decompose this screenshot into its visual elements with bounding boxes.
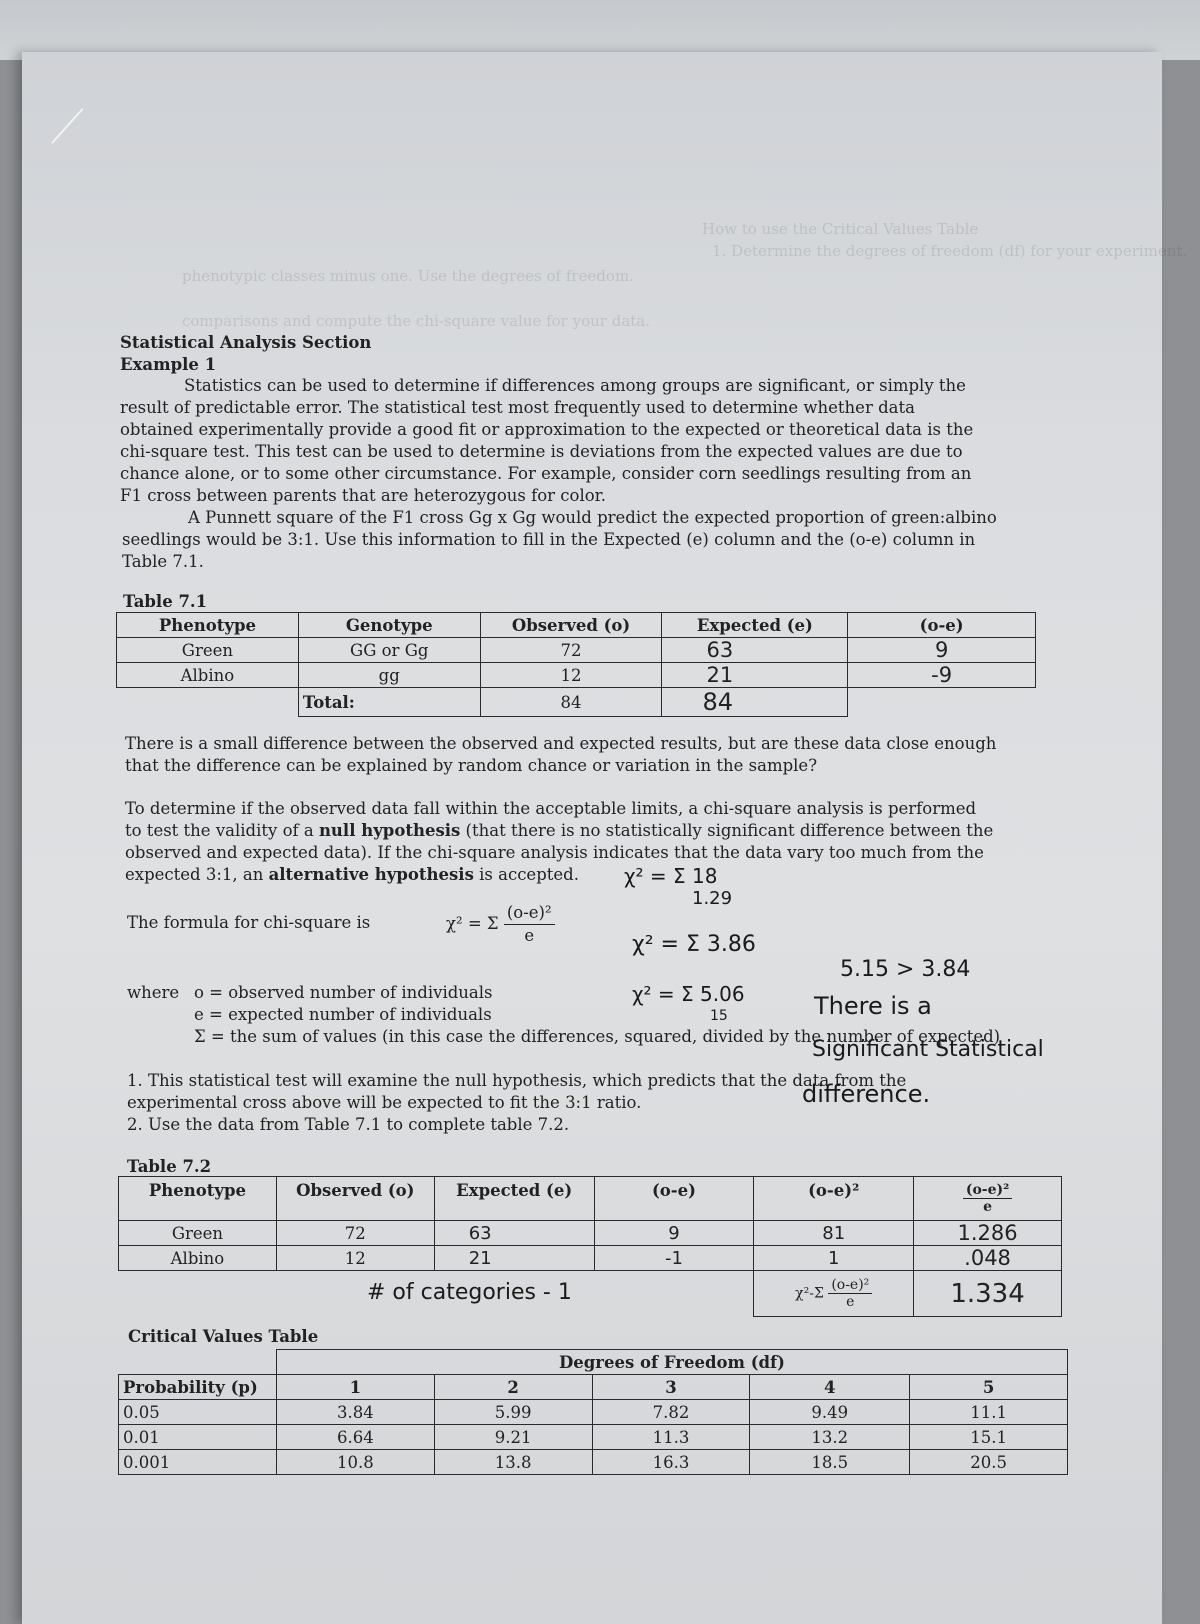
handwritten-chi-2: χ² = Σ 3.86: [632, 932, 756, 957]
df-4: 4: [750, 1375, 910, 1400]
table-row: 0.01 6.64 9.21 11.3 13.2 15.1: [119, 1425, 1068, 1450]
chi-square-formula: χ² = Σ $\frac{\text{(o-e)²}}{e}$: [446, 902, 555, 947]
cell-genotype: gg: [298, 663, 480, 688]
table-row: 0.001 10.8 13.8 16.3 18.5 20.5: [119, 1450, 1068, 1475]
instruction-line: 2. Use the data from Table 7.1 to complete table 7.2.: [127, 1115, 570, 1134]
instruction-line: 1. This statistical test will examine the null hypothesis, which predicts that the data from the: [127, 1071, 907, 1090]
where-label: where: [127, 983, 180, 1002]
header-chi-term: $\frac{\text{(o-e)²}}{e}$: [914, 1177, 1062, 1221]
total-expected-handwritten[interactable]: 84: [662, 688, 848, 717]
table-row: [117, 638, 1036, 663]
def-o: o = observed number of individuals: [194, 983, 493, 1002]
para1-line: chance alone, or to some other circumstance. For example, consider corn seedlings resulting from an: [120, 464, 972, 483]
header-observed: Observed (o): [276, 1177, 434, 1221]
handwritten-categories: # of categories - 1: [367, 1280, 572, 1305]
para3-line: There is a small difference between the observed and expected results, but are these data close enough: [125, 734, 997, 753]
header-expected: Expected (e): [662, 613, 848, 638]
header-expected: Expected (e): [434, 1177, 594, 1221]
header-o-minus-e: (o-e): [848, 613, 1036, 638]
total-observed: 84: [480, 688, 662, 717]
para1-line: Statistics can be used to determine if differences among groups are significant, or simply the: [184, 376, 966, 395]
paper-sheet: How to use the Critical Values Table 1. Determine the degrees of freedom (df) for your experiment. phenotypic classes minus one. Use the degrees of freedom. comparisons and compute the chi-square value for your data. Statistical Analysis Section Example 1 Statistics can be used to determine if differences among groups are significant, or simply the result of predictable error. The statistical test most frequently used to determine whether data obtained experimentally provide a good fit or approximation to the expected or theoretical data is the chi-square test. This test can be used to determine is deviations from the expected values are due to chance alone, or to some other circumstance. For example, consider corn seedlings resulting from an F1 cross between parents that are heterozygous for color. A Punnett square of the F1 cross Gg x Gg would predict the expected proportion of green:albino seedlings would be 3:1. Use this information to fill in the Expected (e) column and the (o-e) column in Table 7.1. Table 7.1 Phenotype Genotype Observed (o) Expected (e) (o-e) Green GG or Gg 72 63 9 Albino gg 12 21 -9 Total: 84 84 There is a small difference between the observed and expected results, but are these data close enough that the difference can be explained by random chance or variation in the sample? To determine if the observed data fall within the acceptable limits, a chi-square analysis is performed to test the validity of a null hypothesis (that there is no statistically significant difference between the observed and expected data). If the chi-square analysis indicates that the data vary too much from the expected 3:1, an alternative hypothesis is accepted. The formula for chi-square is χ² = Σ $\frac{\text{(o-e)²}}{e}$ where o = observed number of individuals e = expected number of individuals Σ = the sum of values (in this case the differences, squared, divided by the number of expected) 1. This statistical test will examine the null hypothesis, which predicts that the data from the experimental cross above will be expected to fit the 3:1 ratio. 2. Use the data from Table 7.1 to complete table 7.2. Table 7.2 Phenotype Observed (o) Expected (e) (o-e) (o-e)² $\frac{\text{(o-e)²}}{e}$ Green 72 63 9 81 1.286 Albino 12 21 -1 1 .048 χ²-Σ $\frac{\text{(o-e)²}}{e}$ 1.334 Critical Values Table Degrees of Freedom (df) Probability (p) 1 2 3 4 5 0.05 3.84 5.99 7.82 9.49 11.1 0.01 6.64 9.21 11.3 13.2 15.1 0.001 10.8 13.8 16.3 18.5 20.5 χ² = Σ 18 1.29 χ² = Σ 3.86 χ² = Σ 5.06 15 5.15 > 3.84 There is a Significant Statistical difference. # of categories - 1: [22, 52, 1162, 1624]
df-1: 1: [276, 1375, 434, 1400]
cell-phenotype: Albino: [119, 1246, 277, 1271]
para4-line: observed and expected data). If the chi-square analysis indicates that the data vary too much from the: [125, 843, 984, 862]
para2-line: Table 7.1.: [122, 552, 204, 571]
cell-phenotype: Green: [117, 638, 299, 663]
chi-square-sum-label: χ²-Σ $\frac{\text{(o-e)²}}{e}$: [754, 1271, 914, 1317]
critical-caption: Critical Values Table: [128, 1327, 319, 1346]
cell-o-minus-e-handwritten[interactable]: -1: [594, 1246, 754, 1271]
table72-caption: Table 7.2: [127, 1157, 212, 1176]
table-7-2: [118, 1176, 1062, 1317]
cell-observed: 72: [276, 1221, 434, 1246]
cell-chi-term-handwritten[interactable]: .048: [914, 1246, 1062, 1271]
table-row: [117, 663, 1036, 688]
cell-squared-handwritten[interactable]: 1: [754, 1246, 914, 1271]
para1-line: obtained experimentally provide a good fit or approximation to the expected or theoretical data is the: [120, 420, 974, 439]
para2-line: seedlings would be 3:1. Use this information to fill in the Expected (e) column and the (o-e) column in: [122, 530, 976, 549]
cell-o-minus-e-handwritten[interactable]: 9: [594, 1221, 754, 1246]
cell-squared-handwritten[interactable]: 81: [754, 1221, 914, 1246]
handwritten-15: 15: [710, 1008, 728, 1024]
cell-observed: 72: [480, 638, 662, 663]
cell-o-minus-e-handwritten[interactable]: -9: [848, 663, 1036, 688]
df-5: 5: [910, 1375, 1068, 1400]
header-phenotype: Phenotype: [117, 613, 299, 638]
handwritten-comparison: 5.15 > 3.84: [840, 957, 971, 982]
df-2: 2: [434, 1375, 592, 1400]
null-hypothesis-term: null hypothesis: [318, 821, 461, 840]
header-genotype: Genotype: [298, 613, 480, 638]
handwritten-chi-3: χ² = Σ 5.06: [632, 982, 745, 1006]
handwritten-conclusion-2: Significant Statistical: [812, 1037, 1044, 1062]
para4-line: expected 3:1, an alternative hypothesis is accepted.: [125, 865, 579, 884]
critical-values-table: [118, 1349, 1068, 1475]
handwritten-1-29: 1.29: [692, 888, 733, 909]
total-label: Total:: [298, 688, 480, 717]
df-3: 3: [592, 1375, 750, 1400]
header-o-minus-e: (o-e): [594, 1177, 754, 1221]
def-e: e = expected number of individuals: [194, 1005, 492, 1024]
example-title: Example 1: [120, 355, 217, 374]
header-phenotype: Phenotype: [119, 1177, 277, 1221]
para4-line: to test the validity of a null hypothesis (that there is no statistically significant difference between the: [125, 821, 994, 840]
table-row: [119, 1221, 1062, 1246]
cell-genotype: GG or Gg: [298, 638, 480, 663]
handwritten-conclusion-1: There is a: [814, 992, 932, 1020]
section-title: Statistical Analysis Section: [120, 333, 372, 352]
def-sigma: Σ = the sum of values (in this case the differences, squared, divided by the number of expected): [194, 1027, 1001, 1046]
para2-line: A Punnett square of the F1 cross Gg x Gg would predict the expected proportion of green:albino: [188, 508, 997, 527]
table71-caption: Table 7.1: [123, 592, 208, 611]
handwritten-chi-1: χ² = Σ 18: [624, 864, 718, 888]
pencil-mark: [51, 108, 83, 144]
table-row: 0.05 3.84 5.99 7.82 9.49 11.1: [119, 1400, 1068, 1425]
cell-chi-term-handwritten[interactable]: 1.286: [914, 1221, 1062, 1246]
alternative-hypothesis-term: alternative hypothesis: [268, 865, 474, 884]
cell-observed: 12: [480, 663, 662, 688]
cell-expected-handwritten[interactable]: 63: [662, 638, 848, 663]
cell-phenotype: Green: [119, 1221, 277, 1246]
para1-line: chi-square test. This test can be used to determine is deviations from the expected values are due to: [120, 442, 963, 461]
header-o-minus-e-squared: (o-e)²: [754, 1177, 914, 1221]
back-sheet: [0, 0, 1200, 60]
para1-line: F1 cross between parents that are heterozygous for color.: [120, 486, 606, 505]
header-observed: Observed (o): [480, 613, 662, 638]
para1-line: result of predictable error. The statistical test most frequently used to determine whether data: [120, 398, 915, 417]
empty-cell: [117, 688, 299, 717]
formula-numerator: (o-e)²: [504, 902, 555, 925]
para4-line: To determine if the observed data fall within the acceptable limits, a chi-square analysis is performed: [125, 799, 977, 818]
cell-phenotype: Albino: [117, 663, 299, 688]
cell-expected-handwritten[interactable]: 63: [434, 1221, 594, 1246]
formula-denominator: e: [524, 926, 535, 945]
cell-expected-handwritten[interactable]: 21: [434, 1246, 594, 1271]
cell-observed: 12: [276, 1246, 434, 1271]
table-row: [119, 1246, 1062, 1271]
para3-line: that the difference can be explained by random chance or variation in the sample?: [125, 756, 818, 775]
p-header: Probability (p): [119, 1375, 277, 1400]
chi-square-sum-handwritten[interactable]: 1.334: [914, 1271, 1062, 1317]
cell-expected-handwritten[interactable]: 21: [662, 663, 848, 688]
handwritten-conclusion-3: difference.: [802, 1080, 931, 1108]
instruction-line: experimental cross above will be expected to fit the 3:1 ratio.: [127, 1093, 642, 1112]
formula-intro: The formula for chi-square is: [127, 913, 371, 932]
empty-cell: [848, 688, 1036, 717]
cell-o-minus-e-handwritten[interactable]: 9: [848, 638, 1036, 663]
table-7-1: [116, 612, 1036, 717]
df-header: Degrees of Freedom (df): [276, 1350, 1067, 1375]
